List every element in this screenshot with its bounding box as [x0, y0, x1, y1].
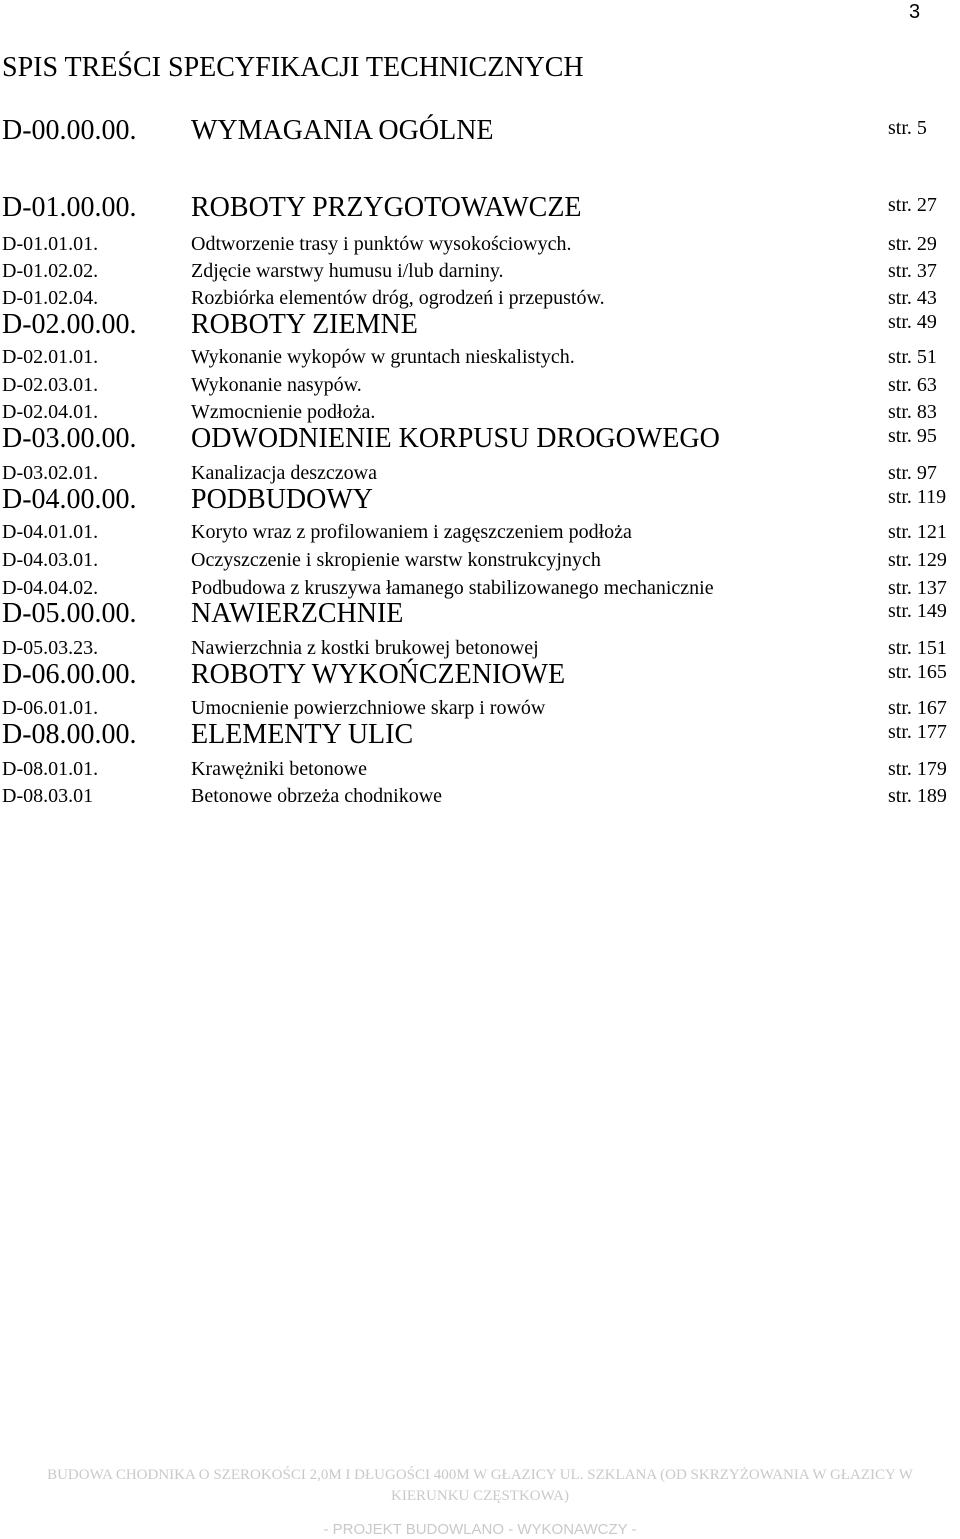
toc-row [0, 755, 960, 785]
toc-row [0, 343, 960, 373]
toc-page-ref: str. 51 [888, 346, 937, 368]
toc-section-row [0, 659, 960, 689]
toc-title: ROBOTY WYKOŃCZENIOWE [191, 659, 566, 690]
toc-title: ELEMENTY ULIC [191, 719, 414, 750]
toc-page-ref: str. 5 [888, 117, 927, 139]
toc-title: Odtworzenie trasy i punktów wysokościowych. [191, 233, 572, 255]
toc-code: D-06.01.01. [2, 697, 99, 719]
toc-page-ref: str. 83 [888, 401, 937, 423]
toc-code: D-04.04.02. [2, 577, 99, 599]
toc-code: D-05.03.23. [2, 637, 99, 659]
toc-page-ref: str. 189 [888, 785, 947, 807]
toc-page-ref: str. 121 [888, 521, 947, 543]
toc-row [0, 546, 960, 576]
toc-title: Koryto wraz z profilowaniem i zagęszczeniem podłoża [191, 521, 632, 543]
toc-title: Betonowe obrzeża chodnikowe [191, 785, 443, 807]
footer-project-title-continued: KIERUNKU CZĘSTKOWA) [391, 1488, 569, 1504]
toc-title: Zdjęcie warstwy humusu i/lub darniny. [191, 260, 504, 282]
toc-page-ref: str. 177 [888, 721, 947, 743]
toc-page-ref: str. 37 [888, 260, 937, 282]
toc-title: PODBUDOWY [191, 484, 373, 515]
toc-code: D-08.00.00. [2, 719, 137, 750]
toc-code: D-00.00.00. [2, 115, 137, 146]
toc-page-ref: str. 149 [888, 600, 947, 622]
toc-section-row [0, 309, 960, 339]
toc-title: Wzmocnienie podłoża. [191, 401, 376, 423]
toc-row [0, 230, 960, 260]
toc-code: D-01.00.00. [2, 192, 137, 223]
toc-title: ROBOTY ZIEMNE [191, 309, 418, 340]
toc-code: D-03.00.00. [2, 423, 137, 454]
toc-code: D-03.02.01. [2, 462, 99, 484]
toc-code: D-02.01.01. [2, 346, 99, 368]
toc-page-ref: str. 29 [888, 233, 937, 255]
toc-title: NAWIERZCHNIE [191, 598, 404, 629]
toc-page-ref: str. 129 [888, 549, 947, 571]
toc-section-row [0, 719, 960, 749]
toc-section-row [0, 484, 960, 514]
toc-page-ref: str. 49 [888, 311, 937, 333]
toc-row [0, 782, 960, 812]
toc-title: Umocnienie powierzchniowe skarp i rowów [191, 697, 546, 719]
toc-code: D-04.03.01. [2, 549, 99, 571]
toc-title: Rozbiórka elementów dróg, ogrodzeń i przepustów. [191, 287, 605, 309]
toc-page-ref: str. 63 [888, 374, 937, 396]
toc-code: D-08.03.01 [2, 785, 94, 807]
toc-title: Podbudowa z kruszywa łamanego stabilizowanego mechanicznie [191, 577, 714, 599]
toc-code: D-02.03.01. [2, 374, 99, 396]
toc-page-ref: str. 27 [888, 194, 937, 216]
toc-page-ref: str. 95 [888, 425, 937, 447]
page-title: SPIS TREŚCI SPECYFIKACJI TECHNICZNYCH [2, 52, 584, 83]
toc-title: Oczyszczenie i skropienie warstw konstrukcyjnych [191, 549, 601, 571]
toc-title: Nawierzchnia z kostki brukowej betonowej [191, 637, 539, 659]
toc-row [0, 518, 960, 548]
toc-page-ref: str. 167 [888, 697, 947, 719]
toc-title: Kanalizacja deszczowa [191, 462, 377, 484]
toc-code: D-02.04.01. [2, 401, 99, 423]
toc-title: Wykonanie nasypów. [191, 374, 362, 396]
footer-project-title: BUDOWA CHODNIKA O SZEROKOŚCI 2,0M I DŁUGOŚCI 400M W GŁAZICY UL. SZKLANA (OD SKRZYŻOWANIA W GŁAZICY W [47, 1467, 913, 1483]
toc-row [0, 371, 960, 401]
toc-title: WYMAGANIA OGÓLNE [191, 115, 494, 146]
toc-section-row [0, 423, 960, 453]
toc-title: ODWODNIENIE KORPUSU DROGOWEGO [191, 423, 720, 454]
toc-code: D-04.01.01. [2, 521, 99, 543]
toc-page-ref: str. 165 [888, 661, 947, 683]
footer-project-type: - PROJEKT BUDOWLANO - WYKONAWCZY - [323, 1521, 637, 1538]
toc-code: D-01.01.01. [2, 233, 99, 255]
page-number: 3 [909, 1, 921, 23]
toc-page-ref: str. 137 [888, 577, 947, 599]
toc-code: D-01.02.02. [2, 260, 99, 282]
toc-code: D-06.00.00. [2, 659, 137, 690]
toc-page-ref: str. 43 [888, 287, 937, 309]
toc-code: D-08.01.01. [2, 758, 99, 780]
toc-title: Wykonanie wykopów w gruntach nieskalistych. [191, 346, 575, 368]
toc-page-ref: str. 119 [888, 486, 947, 508]
toc-page-ref: str. 151 [888, 637, 947, 659]
toc-title: Krawężniki betonowe [191, 758, 368, 780]
toc-page-ref: str. 179 [888, 758, 947, 780]
toc-code: D-02.00.00. [2, 309, 137, 340]
toc-code: D-04.00.00. [2, 484, 137, 515]
toc-title: ROBOTY PRZYGOTOWAWCZE [191, 192, 582, 223]
toc-code: D-01.02.04. [2, 287, 99, 309]
toc-section-row [0, 598, 960, 628]
toc-section-row [0, 115, 960, 145]
toc-row [0, 257, 960, 287]
toc-section-row [0, 192, 960, 222]
toc-code: D-05.00.00. [2, 598, 137, 629]
toc-page-ref: str. 97 [888, 462, 937, 484]
